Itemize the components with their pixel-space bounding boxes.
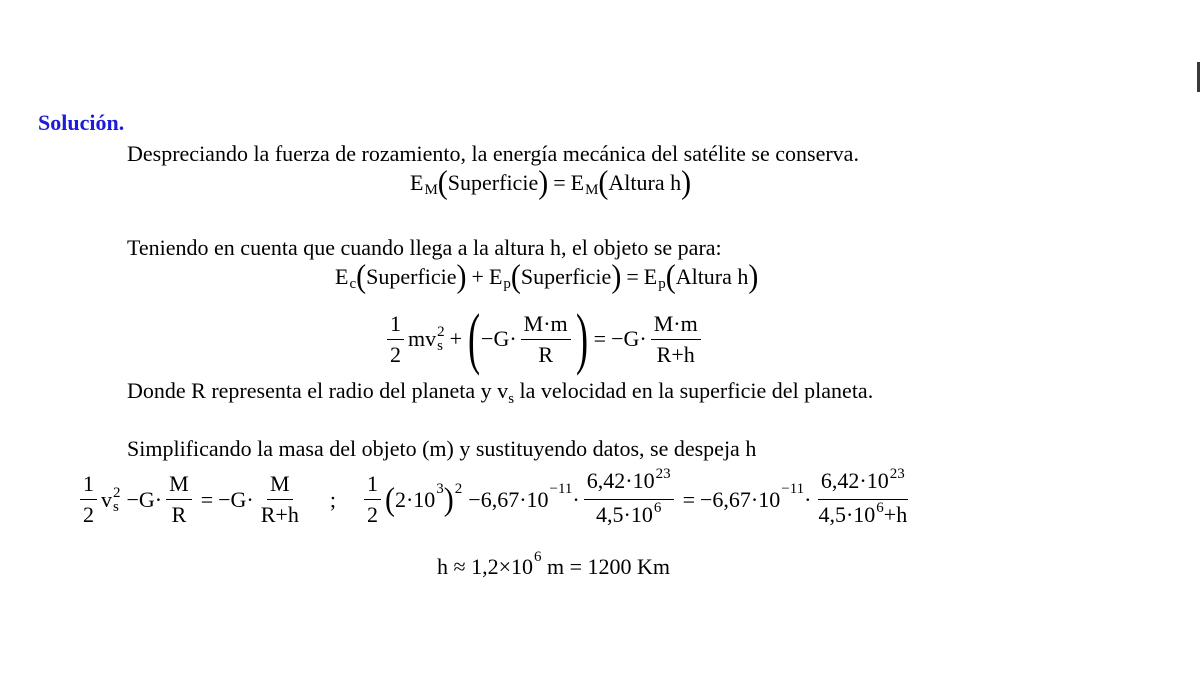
frac-denominator: R — [538, 341, 553, 367]
eq-subscript: M — [585, 181, 599, 198]
eq-term: −G· — [481, 326, 517, 351]
eq-symbol: E — [643, 264, 658, 289]
frac-denominator: R — [171, 502, 187, 527]
frac-denominator: R+h — [260, 502, 299, 527]
eq-number: 6,42·10 — [586, 468, 655, 493]
eq-text: Superficie — [447, 170, 539, 195]
eq-paren: ) — [456, 258, 467, 295]
eq-operator: = — [593, 326, 607, 351]
result-rhs: m = 1200 Km — [541, 554, 671, 579]
fraction-mass-radius — [584, 468, 674, 531]
eq-superscript: −11 — [781, 481, 805, 497]
eq-superscript: 2 — [113, 484, 121, 501]
eq-number: 6,42·10 — [820, 468, 889, 493]
eq-paren: ) — [443, 480, 454, 518]
frac-denominator — [593, 500, 664, 531]
frac-numerator: M·m — [651, 311, 701, 340]
eq-text: Superficie — [520, 264, 612, 289]
frac-denominator: 2 — [83, 502, 94, 527]
eq-paren: ( — [510, 258, 521, 295]
eq-symbol: E — [335, 264, 349, 289]
eq-subscript: M — [424, 181, 438, 198]
paragraph-3 — [127, 378, 874, 407]
eq-separator: ; — [329, 486, 336, 512]
equation-energy-conservation — [410, 164, 692, 201]
fraction-mass-radius-h — [815, 468, 910, 531]
eq-superscript: 23 — [889, 466, 905, 482]
fraction-half — [80, 471, 97, 528]
result-lhs: h ≈ 1,2×10 — [437, 554, 533, 579]
eq-number: −6,67·10 — [468, 486, 549, 512]
eq-superscript: 3 — [436, 481, 444, 497]
eq-superscript: 6 — [876, 500, 884, 516]
frac-denominator: R+h — [656, 341, 695, 367]
eq-text: Altura h — [675, 264, 749, 289]
equation-kinetic-potential — [335, 258, 759, 295]
eq-superscript: 6 — [533, 548, 542, 565]
eq-paren: ( — [665, 258, 676, 295]
eq-number: 4,5·10 — [818, 502, 876, 527]
p3-subscript: s — [508, 391, 515, 407]
eq-term: −G· — [126, 486, 163, 512]
eq-number: 4,5·10 — [596, 502, 653, 527]
eq-number: 2·10 — [394, 486, 436, 512]
eq-paren: ( — [598, 164, 609, 201]
paragraph-2: Teniendo en cuenta que cuando llega a la altura h, el objeto se para: — [127, 235, 722, 260]
eq-subscript: c — [349, 275, 357, 292]
eq-symbol: E — [410, 170, 424, 195]
frac-numerator: M·m — [521, 311, 571, 340]
eq-text: Superficie — [366, 264, 457, 289]
p3-text: Donde R representa el radio del planeta y v — [127, 378, 509, 403]
frac-numerator — [818, 468, 908, 500]
eq-operator: · — [572, 486, 580, 512]
eq-operator: = — [626, 264, 639, 289]
eq-superscript: 23 — [655, 466, 671, 482]
eq-operator: · — [804, 486, 812, 512]
eq-paren: ( — [384, 480, 395, 518]
eq-paren: ( — [356, 258, 367, 295]
eq-operator: = — [200, 486, 214, 512]
fraction-Mm-R — [521, 311, 571, 368]
frac-numerator: 1 — [80, 471, 97, 500]
paragraph-1: Despreciando la fuerza de rozamiento, la energía mecánica del satélite se conserva. — [127, 141, 859, 166]
solution-heading: Solución. — [38, 110, 125, 135]
frac-numerator — [584, 468, 674, 500]
eq-paren: ) — [538, 164, 549, 201]
frac-numerator: M — [166, 471, 192, 500]
eq-term: −G· — [611, 326, 647, 351]
eq-number: −6,67·10 — [700, 486, 781, 512]
frac-numerator: M — [267, 471, 293, 500]
eq-subscript: p — [503, 275, 511, 292]
eq-symbol: v — [101, 486, 112, 512]
frac-denominator: 2 — [390, 341, 401, 367]
fraction-M-Rh — [258, 471, 302, 528]
fraction-M-R — [166, 471, 192, 528]
eq-superscript: 2 — [437, 324, 445, 340]
eq-term: +h — [883, 502, 908, 527]
paragraph-4: Simplificando la masa del objeto (m) y sustituyendo datos, se despeja h — [127, 436, 757, 461]
eq-big-paren: ) — [575, 300, 588, 377]
eq-operator: + — [471, 264, 484, 289]
fraction-half — [364, 471, 381, 528]
fraction-half — [387, 311, 404, 368]
eq-operator: = — [553, 170, 566, 195]
frac-numerator: 1 — [387, 311, 404, 340]
eq-text: Altura h — [608, 170, 682, 195]
frac-numerator: 1 — [364, 471, 381, 500]
eq-term: −G· — [218, 486, 254, 512]
eq-subscript: s — [113, 498, 119, 515]
eq-paren: ( — [437, 164, 448, 201]
equation-result — [437, 548, 671, 580]
eq-subscript: s — [437, 338, 443, 354]
eq-paren: ) — [681, 164, 692, 201]
eq-paren: ) — [748, 258, 759, 295]
eq-superscript: 6 — [653, 500, 662, 516]
eq-big-paren: ( — [467, 300, 481, 377]
p3-text: la velocidad en la superficie del planeta. — [514, 378, 874, 403]
equation-substitution — [76, 468, 914, 531]
eq-superscript: 2 — [454, 481, 463, 497]
eq-paren: ) — [611, 258, 622, 295]
eq-subscript: p — [658, 275, 666, 292]
frac-denominator: 2 — [366, 502, 378, 527]
eq-symbol: E — [570, 170, 585, 195]
equation-energy-expanded — [383, 300, 705, 377]
eq-symbol: mv — [408, 326, 437, 351]
fraction-Mm-Rh — [651, 311, 701, 368]
frac-denominator — [815, 500, 910, 531]
eq-superscript: −11 — [549, 481, 573, 497]
eq-operator: = — [682, 486, 695, 512]
eq-symbol: E — [488, 264, 503, 289]
eq-operator: + — [449, 326, 463, 351]
